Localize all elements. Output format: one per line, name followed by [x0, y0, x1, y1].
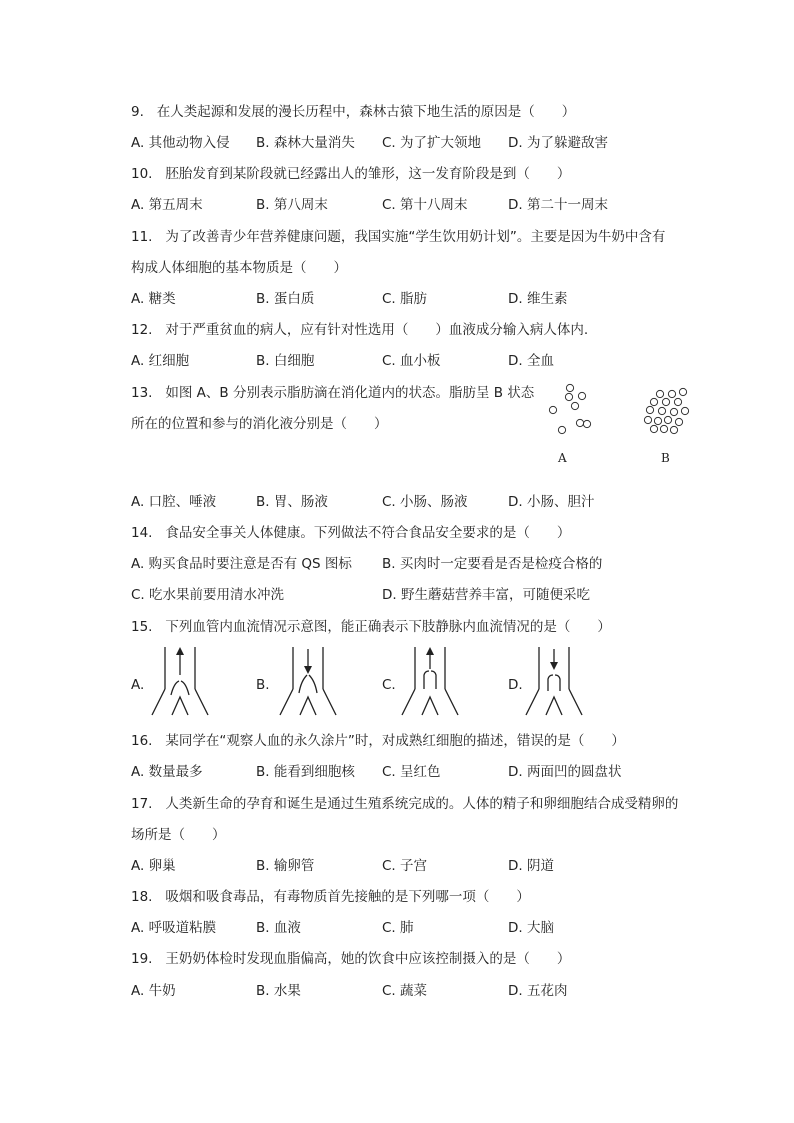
option-b[interactable]: B. 森林大量消失 [256, 135, 355, 151]
option-c[interactable]: C. 血小板 [382, 353, 441, 369]
figure-label-a: A [558, 451, 567, 465]
option-b[interactable]: B. 能看到细胞核 [256, 764, 355, 780]
option-b[interactable]: B. 输卵管 [256, 858, 315, 874]
question-text: 如图 A、B 分别表示脂肪滴在消化道内的状态。脂肪呈 B 状态 [165, 385, 535, 401]
question-11-continued: 构成人体细胞的基本物质是（ ） [131, 260, 347, 276]
option-c[interactable]: C. [382, 677, 396, 693]
option-a[interactable]: A. 呼吸道粘膜 [131, 920, 217, 936]
question-17 [131, 795, 678, 813]
question-16 [131, 732, 625, 750]
question-10 [131, 165, 570, 183]
vessel-diagram-c [400, 645, 470, 717]
question-text: 食品安全事关人体健康。下列做法不符合食品安全要求的是（ ） [165, 525, 571, 541]
question-18 [131, 888, 530, 906]
option-d[interactable]: D. 大脑 [508, 920, 554, 936]
option-d[interactable]: D. 为了躲避敌害 [508, 135, 608, 151]
question-15 [131, 618, 611, 636]
option-d[interactable]: D. [508, 677, 523, 693]
option-d[interactable]: D. 阴道 [508, 858, 554, 874]
option-a[interactable]: A. 牛奶 [131, 983, 176, 999]
figure-label-b: B [661, 451, 670, 465]
question-number: 15. [131, 619, 153, 635]
question-12 [131, 321, 588, 339]
vessel-diagram-a [150, 645, 220, 717]
option-a[interactable]: A. 第五周末 [131, 197, 203, 213]
question-text: 对于严重贫血的病人，应有针对性选用（ ）血液成分输入病人体内. [165, 322, 589, 338]
question-13 [131, 384, 534, 402]
question-17-continued: 场所是（ ） [131, 827, 226, 843]
option-a[interactable]: A. 卵巢 [131, 858, 176, 874]
option-a[interactable]: A. 其他动物入侵 [131, 135, 230, 151]
option-c[interactable]: C. 为了扩大领地 [382, 135, 482, 151]
question-text: 为了改善青少年营养健康问题，我国实施“学生饮用奶计划”。主要是因为牛奶中含有 [165, 229, 666, 245]
question-number: 9. [131, 104, 144, 120]
question-text: 王奶奶体检时发现血脂偏高，她的饮食中应该控制摄入的是（ ） [165, 951, 571, 967]
question-text: 在人类起源和发展的漫长历程中，森林古猿下地生活的原因是（ ） [156, 104, 576, 120]
question-number: 11. [131, 229, 153, 245]
question-number: 13. [131, 385, 153, 401]
option-d[interactable]: D. 野生蘑菇营养丰富，可随便采吃 [382, 587, 590, 603]
question-number: 16. [131, 733, 153, 749]
question-number: 14. [131, 525, 153, 541]
option-b[interactable]: B. [256, 677, 270, 693]
question-text: 吸烟和吸食毒品，有毒物质首先接触的是下列哪一项（ ） [165, 889, 530, 905]
option-b[interactable]: B. 第八周末 [256, 197, 328, 213]
vessel-diagram-d [524, 645, 594, 717]
option-b[interactable]: B. 白细胞 [256, 353, 315, 369]
option-c[interactable]: C. 脂肪 [382, 291, 428, 307]
option-b[interactable]: B. 水果 [256, 983, 301, 999]
option-d[interactable]: D. 小肠、胆汁 [508, 494, 595, 510]
option-a[interactable]: A. 糖类 [131, 291, 176, 307]
option-c[interactable]: C. 第十八周末 [382, 197, 468, 213]
question-19 [131, 950, 570, 968]
option-d[interactable]: D. 维生素 [508, 291, 568, 307]
option-b[interactable]: B. 血液 [256, 920, 301, 936]
question-9 [131, 103, 575, 121]
option-b[interactable]: B. 胃、肠液 [256, 494, 328, 510]
question-11 [131, 228, 665, 246]
question-number: 12. [131, 322, 153, 338]
option-c[interactable]: C. 呈红色 [382, 764, 441, 780]
question-number: 17. [131, 796, 153, 812]
option-b[interactable]: B. 买肉时一定要看是否是检疫合格的 [382, 556, 603, 572]
option-d[interactable]: D. 全血 [508, 353, 554, 369]
option-a[interactable]: A. 数量最多 [131, 764, 203, 780]
option-c[interactable]: C. 肺 [382, 920, 414, 936]
question-number: 19. [131, 951, 153, 967]
option-c[interactable]: C. 小肠、肠液 [382, 494, 468, 510]
question-number: 18. [131, 889, 153, 905]
option-d[interactable]: D. 五花肉 [508, 983, 568, 999]
question-text: 某同学在“观察人血的永久涂片”时，对成熟红细胞的描述，错误的是（ ） [165, 733, 625, 749]
option-a[interactable]: A. [131, 677, 145, 693]
question-14 [131, 524, 570, 542]
option-c[interactable]: C. 吃水果前要用清水冲洗 [131, 587, 285, 603]
fat-droplet-figure [540, 380, 700, 445]
question-13-continued: 所在的位置和参与的消化液分别是（ ） [131, 416, 388, 432]
option-a[interactable]: A. 红细胞 [131, 353, 190, 369]
option-c[interactable]: C. 子宫 [382, 858, 428, 874]
option-b[interactable]: B. 蛋白质 [256, 291, 315, 307]
question-text: 下列血管内血流情况示意图，能正确表示下肢静脉内血流情况的是（ ） [165, 619, 611, 635]
option-c[interactable]: C. 蔬菜 [382, 983, 428, 999]
vessel-diagram-b [278, 645, 348, 717]
option-d[interactable]: D. 第二十一周末 [508, 197, 608, 213]
question-text: 人类新生命的孕育和诞生是通过生殖系统完成的。人体的精子和卵细胞结合成受精卵的 [165, 796, 679, 812]
question-text: 胚胎发育到某阶段就已经露出人的雏形，这一发育阶段是到（ ） [165, 166, 571, 182]
option-a[interactable]: A. 口腔、唾液 [131, 494, 217, 510]
option-d[interactable]: D. 两面凹的圆盘状 [508, 764, 622, 780]
option-a[interactable]: A. 购买食品时要注意是否有 QS 图标 [131, 556, 352, 572]
question-number: 10. [131, 166, 153, 182]
